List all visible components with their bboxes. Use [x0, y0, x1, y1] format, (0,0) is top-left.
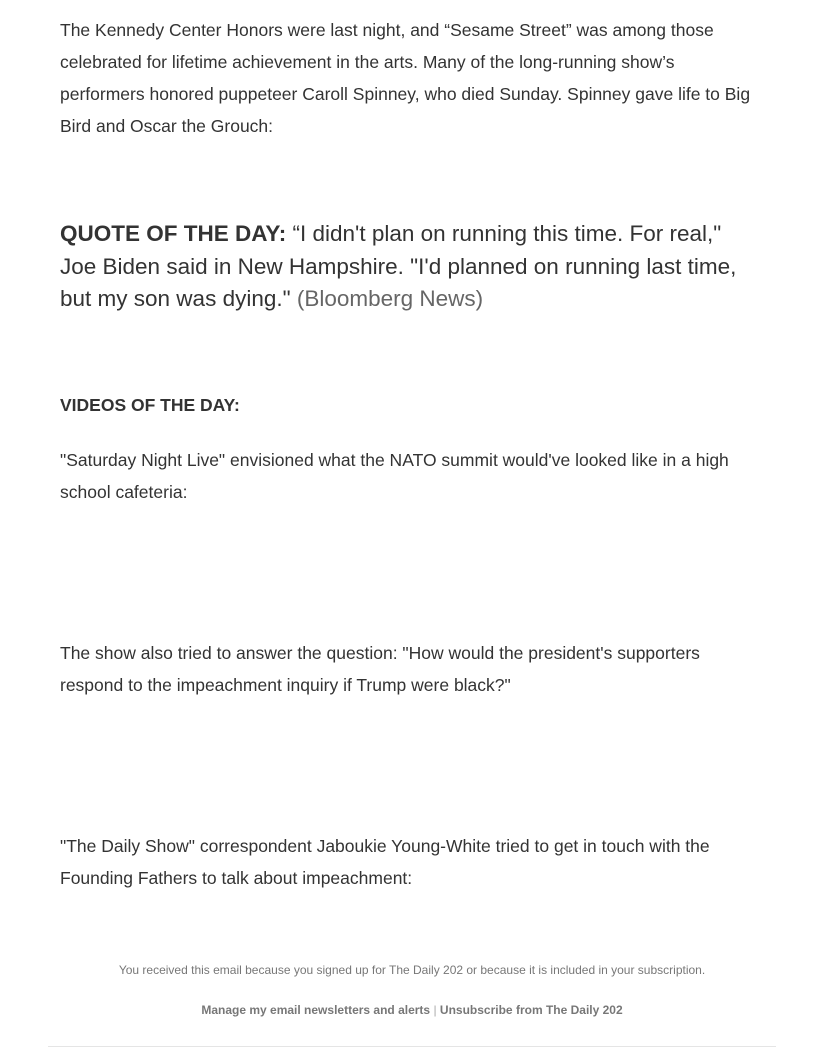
video-caption-daily-show: "The Daily Show" correspondent Jaboukie Young-White tried to get in touch with the Founding Fathers to talk about impeachment: — [60, 836, 710, 888]
manage-newsletters-link[interactable]: Manage my email newsletters and alerts — [201, 1003, 431, 1017]
intro-paragraph: The Kennedy Center Honors were last night, and “Sesame Street” was among those celebrated for lifetime achievement in the arts. Many of the long-running show’s performers honored puppeteer Caroll Spinney, who died Sunday. Spinney gave life to Big Bird and Oscar the Grouch: — [60, 20, 751, 136]
quote-source: (Bloomberg News) — [296, 286, 484, 311]
video-caption-snl-nato: "Saturday Night Live" envisioned what the NATO summit would've looked like in a high school cafeteria: — [60, 450, 729, 502]
videos-heading: VIDEOS OF THE DAY: — [60, 395, 240, 415]
footer-separator: | — [433, 1003, 437, 1017]
footer-divider — [48, 1046, 776, 1047]
quote-of-the-day — [60, 218, 760, 316]
footer-links — [0, 1003, 816, 1017]
quote-lead: QUOTE OF THE DAY: — [60, 221, 287, 246]
video-caption-snl-impeachment: The show also tried to answer the question: "How would the president's supporters respond to the impeachment inquiry if Trump were black?" — [60, 643, 700, 695]
footer-note: You received this email because you signed up for The Daily 202 or because it is included in your subscription. — [118, 963, 706, 977]
quote-text: “I didn't plan on running this time. For real," Joe Biden said in New Hampshire. "I'd planned on running last time, but my son was dying." — [60, 221, 737, 311]
intro-section — [60, 14, 760, 142]
unsubscribe-link[interactable]: Unsubscribe from The Daily 202 — [439, 1003, 623, 1017]
